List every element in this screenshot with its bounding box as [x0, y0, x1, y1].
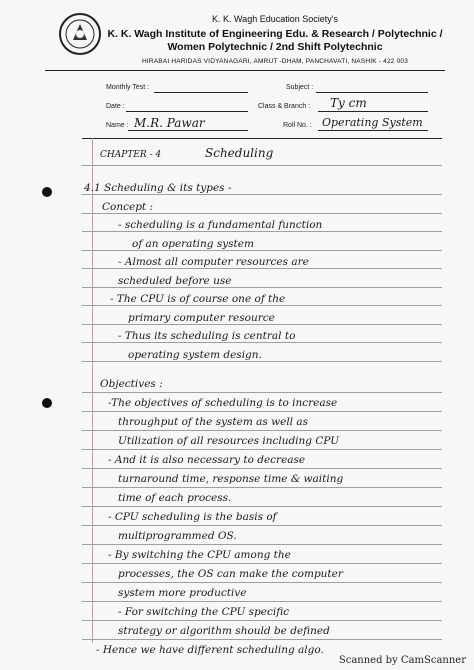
- note-line: operating system design.: [128, 349, 262, 361]
- institute-line-1: K. K. Wagh Institute of Engineering Edu. & Research / Polytechnic /: [107, 28, 443, 40]
- name-value: M.R. Pawar: [134, 116, 205, 130]
- ruled-line: [82, 361, 442, 362]
- date-line: [126, 111, 248, 112]
- note-line: -The objectives of scheduling is to increase: [108, 397, 338, 409]
- ruled-line: [82, 324, 442, 325]
- ruled-line: [82, 639, 442, 640]
- note-line: - Thus its scheduling is central to: [118, 330, 296, 342]
- form-divider: [82, 138, 442, 139]
- ruled-line: [82, 582, 442, 583]
- subject-line: [316, 92, 428, 93]
- ruled-line: [82, 231, 442, 232]
- ruled-line: [82, 487, 442, 488]
- note-line: time of each process.: [118, 492, 232, 504]
- institute-line-2: Women Polytechnic / 2nd Shift Polytechnic: [167, 41, 383, 53]
- ruled-line: [82, 506, 442, 507]
- note-line: Objectives :: [100, 378, 163, 390]
- institute-name: [95, 28, 455, 54]
- ruled-line: [82, 620, 442, 621]
- note-line: strategy or algorithm should be defined: [118, 625, 330, 637]
- ruled-line: [82, 449, 442, 450]
- note-line: processes, the OS can make the computer: [118, 568, 343, 580]
- binder-hole-top: [42, 187, 52, 197]
- note-line: primary computer resource: [128, 312, 275, 324]
- name-line: [128, 130, 248, 131]
- note-line: turnaround time, response time & waiting: [118, 473, 344, 485]
- note-line: system more productive: [118, 587, 247, 599]
- ruled-line: [82, 430, 442, 431]
- ruled-line: [82, 601, 442, 602]
- roll-line: [318, 130, 428, 131]
- ruled-line: [82, 213, 442, 214]
- class-branch-value: Ty cm: [330, 96, 367, 110]
- ruled-line: [82, 525, 442, 526]
- monthly-test-label: Monthly Test :: [106, 84, 150, 91]
- ruled-line: [82, 268, 442, 269]
- note-line: - By switching the CPU among the: [108, 549, 291, 561]
- binder-hole-bottom: [42, 398, 52, 408]
- header-divider: [45, 70, 445, 71]
- note-line: - And it is also necessary to decrease: [108, 454, 306, 466]
- note-line: Utilization of all resources including CPU: [118, 435, 340, 447]
- ruled-line: [82, 411, 442, 412]
- note-line: - CPU scheduling is the basis of: [108, 511, 277, 523]
- chapter-title: Scheduling: [205, 146, 274, 160]
- note-line: scheduled before use: [118, 275, 232, 287]
- ruled-line: [82, 544, 442, 545]
- ruled-line: [82, 392, 442, 393]
- roll-value: Operating System: [322, 116, 423, 129]
- note-line: throughput of the system as well as: [118, 416, 309, 428]
- ruled-line: [82, 165, 442, 166]
- note-line: - Almost all computer resources are: [118, 256, 309, 268]
- note-line: of an operating system: [132, 238, 254, 250]
- roll-label: Roll No. :: [283, 122, 312, 129]
- class-branch-line: [318, 111, 428, 112]
- name-label: Name :: [106, 122, 129, 129]
- ruled-line: [82, 342, 442, 343]
- subject-label: Subject :: [286, 84, 314, 91]
- ruled-line: [82, 287, 442, 288]
- ruled-line: [82, 563, 442, 564]
- note-line: multiprogrammed OS.: [118, 530, 237, 542]
- note-line: - The CPU is of course one of the: [110, 293, 286, 305]
- ruled-line: [82, 468, 442, 469]
- note-line: - Hence we have different scheduling algo.: [96, 644, 324, 656]
- note-line: - scheduling is a fundamental function: [118, 219, 323, 231]
- ruled-line: [82, 194, 442, 195]
- monthly-test-line: [154, 92, 248, 93]
- note-line: - For switching the CPU specific: [118, 606, 290, 618]
- camscanner-watermark: Scanned by CamScanner: [338, 655, 466, 666]
- class-branch-label: Class & Branch :: [258, 103, 311, 110]
- note-line: Concept :: [102, 201, 154, 213]
- society-name: K. K. Wagh Education Society's: [212, 14, 338, 24]
- margin-line: [92, 138, 93, 643]
- ruled-line: [82, 305, 442, 306]
- institute-address: HIRABAI HARIDAS VIDYANAGARI, AMRUT -DHAM, PANCHAVATI, NASHIK - 422 003: [141, 58, 409, 65]
- chapter-number: CHAPTER - 4: [100, 150, 162, 160]
- ruled-line: [82, 250, 442, 251]
- date-label: Date :: [106, 103, 125, 110]
- note-line: 4.1 Scheduling & its types -: [84, 182, 232, 194]
